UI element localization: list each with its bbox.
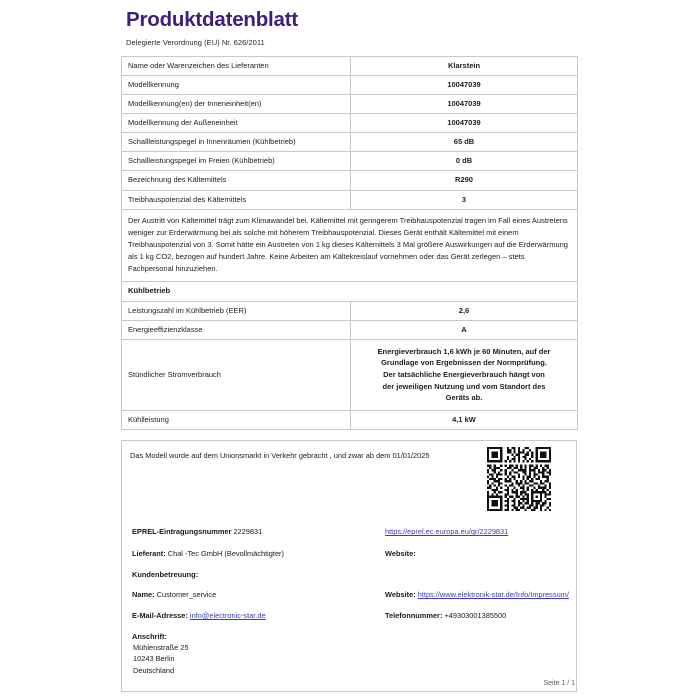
spec-label: Treibhauspotenzial des Kältemittels xyxy=(122,190,351,209)
supplier-info-box xyxy=(121,440,577,692)
address-line-3: Deutschland xyxy=(133,665,175,675)
spec-label: Schallleistungspegel in Innenräumen (Kühlbetrieb) xyxy=(122,133,351,152)
spec-value: 3 xyxy=(351,190,578,209)
name-row xyxy=(130,590,570,601)
page-title: Produktdatenblatt xyxy=(126,8,298,31)
table-row xyxy=(122,171,578,190)
qr-code-icon xyxy=(487,447,551,511)
eprel-registration xyxy=(130,527,385,538)
table-row xyxy=(122,133,578,152)
contact-name-value: Customer_service xyxy=(156,590,217,600)
contact-website-label: Website: xyxy=(385,590,416,600)
customer-service-heading xyxy=(130,570,385,581)
contact-details xyxy=(130,527,570,676)
table-row xyxy=(122,75,578,94)
spec-label: Modellkennung der Außeneinheit xyxy=(122,114,351,133)
table-row xyxy=(122,152,578,171)
spec-label: Energieeffizienzklasse xyxy=(122,320,351,339)
spec-value: 65 dB xyxy=(351,133,578,152)
contact-website-cell xyxy=(385,590,570,601)
customer-service-row xyxy=(130,570,570,581)
email-cell xyxy=(130,611,385,622)
spec-label: Modellkennung xyxy=(122,75,351,94)
phone-label: Telefonnummer: xyxy=(385,611,443,621)
spec-value: A xyxy=(351,320,578,339)
table-row xyxy=(122,320,578,339)
spec-label: Name oder Warenzeichen des Lieferanten xyxy=(122,56,351,75)
table-row xyxy=(122,339,578,410)
supplier-website-cell xyxy=(385,549,570,560)
refrigerant-note: Der Austritt von Kältemittel trägt zum Klimawandel bei. Kältemittel mit geringerem Treibhauspotenzial tragen im Fall eines Austretens weniger zur Erderwärmung bei als solche mit höherem Treibhauspotenzial. Dieses Gerät enthält Kältemittel mit einem Treibhauspotenzial von 3. Somit hätte ein Austreten von 1 kg dieses Kältemittels 3 Mal größere Auswirkungen auf die Erderwärmung als 1 kg CO2, bezogen auf hundert Jahre. Keine Arbeiten am Kältekreislauf vornehmen oder das Gerät zerlegen – stets Fachpersonal hinzuziehen. xyxy=(122,209,578,282)
spec-label: Kühlleistung xyxy=(122,410,351,429)
market-placement-statement: Das Modell wurde auf dem Unionsmarkt in Verkehr gebracht , und zwar ab dem 01/01/2025 xyxy=(130,451,430,461)
spec-label: Bezeichnung des Kältemittels xyxy=(122,171,351,190)
table-row xyxy=(122,114,578,133)
eprel-link-cell xyxy=(385,527,570,538)
eprel-link[interactable]: https://eprel.ec.europa.eu/qr/2229831 xyxy=(385,527,509,537)
eprel-value: 2229831 xyxy=(233,527,263,537)
supplier-value: Chal -Tec GmbH (Bevollmächtigter) xyxy=(167,548,284,558)
specification-table xyxy=(121,56,578,430)
address-line-2: 10243 Berlin xyxy=(133,654,175,664)
spec-value: 2,6 xyxy=(351,301,578,320)
phone-value: +49303001385500 xyxy=(444,611,507,621)
phone-cell xyxy=(385,611,570,622)
address-line-1: Mühlenstraße 25 xyxy=(133,642,189,652)
supplier-cell xyxy=(130,549,385,560)
contact-name-label: Name: xyxy=(132,590,155,600)
spec-label: Modellkennung(en) der Inneneinheit(en) xyxy=(122,94,351,113)
supplier-website-label: Website: xyxy=(385,548,416,558)
email-label: E-Mail-Adresse: xyxy=(132,611,188,621)
spec-value: 4,1 kW xyxy=(351,410,578,429)
email-row xyxy=(130,611,570,622)
table-row xyxy=(122,410,578,429)
spec-value: 10047039 xyxy=(351,114,578,133)
table-row xyxy=(122,94,578,113)
spec-value: 10047039 xyxy=(351,75,578,94)
eprel-row xyxy=(130,527,570,538)
eprel-label: EPREL-Eintragungsnummer xyxy=(132,527,232,537)
email-link[interactable]: info@electronic-star.de xyxy=(189,611,266,621)
supplier-row xyxy=(130,549,570,560)
spec-label: Schallleistungspegel im Freien (Kühlbetrieb) xyxy=(122,152,351,171)
section-heading-row xyxy=(122,282,578,301)
address-block xyxy=(130,632,570,676)
page-footer: Seite 1 / 1 xyxy=(543,680,575,687)
spec-value: 0 dB xyxy=(351,152,578,171)
table-row xyxy=(122,301,578,320)
supplier-label: Lieferant: xyxy=(132,548,166,558)
customer-service-label: Kundenbetreuung: xyxy=(132,569,199,579)
spec-value: Energieverbrauch 1,6 kWh je 60 Minuten, auf der Grundlage von Ergebnissen der Normprüfung. Der tatsächliche Energieverbrauch hängt von der jeweiligen Nutzung und vom Standort des Geräts ab. xyxy=(351,339,578,410)
spec-label: Leistungszahl im Kühlbetrieb (EER) xyxy=(122,301,351,320)
spec-value: 10047039 xyxy=(351,94,578,113)
datasheet-page xyxy=(121,0,578,700)
address-label: Anschrift: xyxy=(132,631,167,641)
section-heading-kuehlbetrieb: Kühlbetrieb xyxy=(122,282,578,301)
spec-value: Klarstein xyxy=(351,56,578,75)
spec-value: R290 xyxy=(351,171,578,190)
spec-label: Stündlicher Stromverbrauch xyxy=(122,339,351,410)
table-row xyxy=(122,190,578,209)
spec-table-body xyxy=(122,56,578,429)
regulation-subtitle: Delegierte Verordnung (EU) Nr. 626/2011 xyxy=(126,37,265,47)
address-lines xyxy=(130,642,570,676)
table-row xyxy=(122,56,578,75)
refrigerant-note-row xyxy=(122,209,578,282)
contact-name-cell xyxy=(130,590,385,601)
contact-website-link[interactable]: https://www.elektronik-star.de/Info/Impressum/ xyxy=(417,590,569,600)
